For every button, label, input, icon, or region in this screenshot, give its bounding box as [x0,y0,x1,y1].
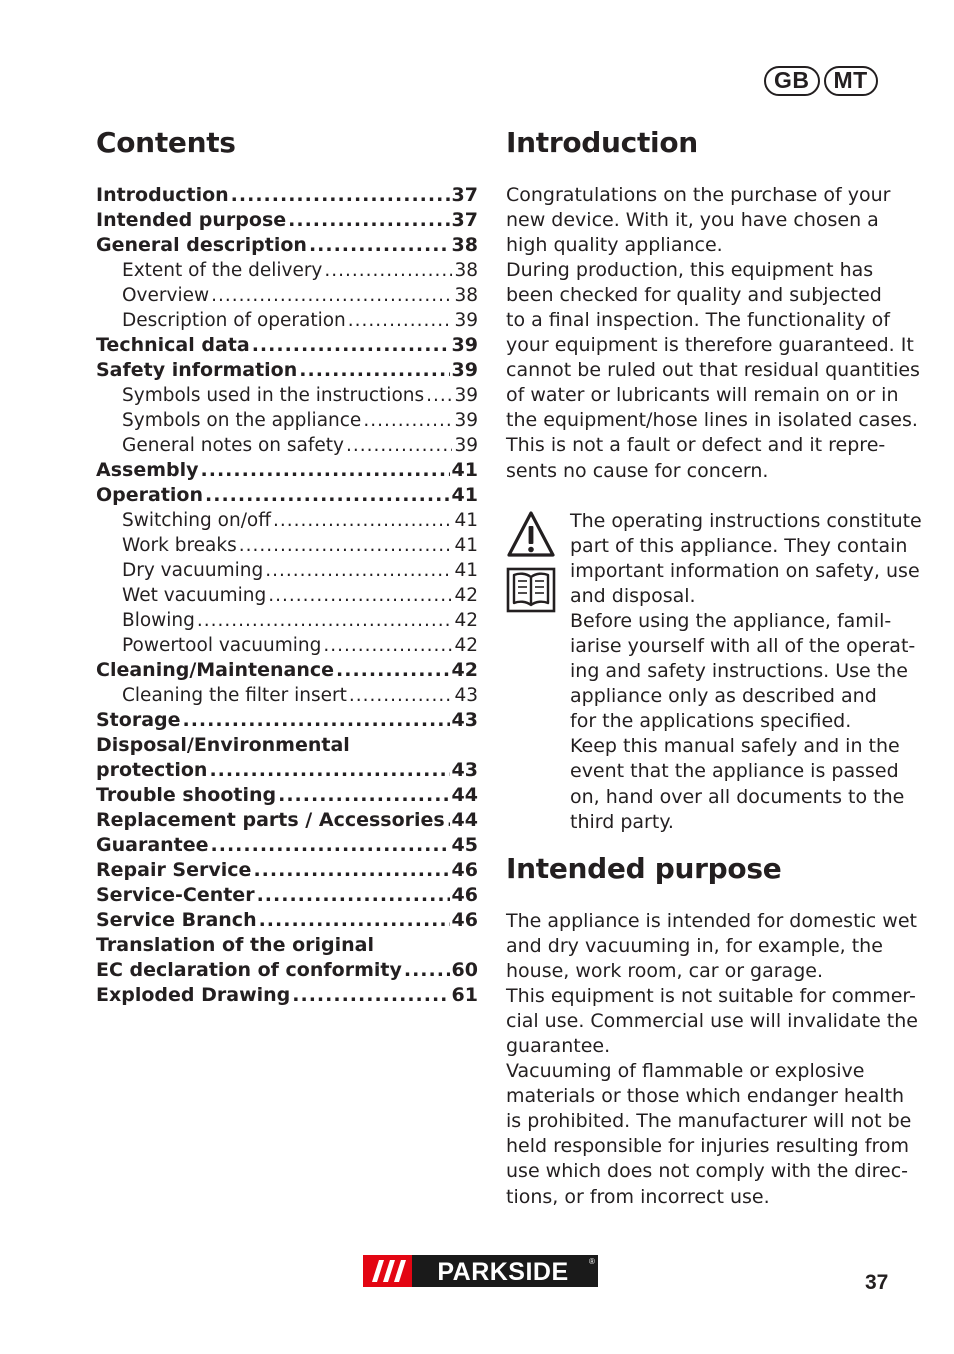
toc-entry-label: Blowing [122,610,195,631]
introduction-line: Congratulations on the purchase of your [506,184,891,206]
introduction-line: new device. With it, you have chosen a [506,209,879,232]
toc-entry-page: 41 [454,560,478,581]
introduction-heading: Introduction [506,126,698,159]
introduction-line: This is not a fault or defect and it repre- [506,434,886,457]
notice-line: Before using the appliance, famil- [570,610,892,633]
toc-entry-page: 44 [451,809,478,831]
language-badges [764,66,878,96]
toc-leader-dots [348,308,453,333]
toc-entry-label: General notes on safety [122,435,344,456]
intended-purpose-line: The appliance is intended for domestic wet [506,910,917,932]
toc-entry-label: Symbols used in the instructions [122,385,425,406]
toc-entry-label: Replacement parts / Accessories [96,809,445,831]
toc-entry [96,233,478,258]
toc-entry [96,358,478,383]
toc-entry [96,633,478,658]
introduction-line: sents no cause for concern. [506,459,769,482]
toc-entry-label: Cleaning the filter insert [122,685,347,706]
toc-entry [96,908,478,933]
intended-purpose-line: guarantee. [506,1035,611,1058]
toc-entry-label: General description [96,234,307,256]
toc-entry-page: 39 [451,334,478,356]
introduction-text [506,183,920,484]
toc-entry-page: 38 [454,285,478,306]
toc-entry [96,883,478,908]
toc-entry-label: protection [96,759,208,781]
introduction-line: to a final inspection. The functionality of [506,309,890,332]
toc-entry [96,258,478,283]
introduction-line: of water or lubricants will remain on or in [506,384,899,407]
intended-purpose-line: cial use. Commercial use will invalidate the [506,1010,918,1033]
toc-leader-dots [231,183,450,208]
toc-entry-label: Exploded Drawing [96,984,291,1006]
table-of-contents [96,183,478,1008]
notice-icons [506,510,556,617]
language-badge-gb: GB [764,66,820,96]
toc-entry-label: Intended purpose [96,209,287,231]
intended-purpose-line: house, work room, car or garage. [506,960,823,983]
toc-leader-dots [211,833,450,858]
toc-entry-page: 61 [451,984,478,1006]
toc-entry-label: Work breaks [122,535,237,556]
toc-leader-dots [309,233,450,258]
toc-entry-page: 44 [451,784,478,806]
toc-leader-dots [278,783,449,808]
toc-entry-label: Technical data [96,334,250,356]
toc-leader-dots [426,383,452,408]
toc-leader-dots [324,258,452,283]
toc-leader-dots [253,858,449,883]
toc-leader-dots [201,458,450,483]
toc-entry [96,308,478,333]
intended-purpose-line: Vacuuming of flammable or explosive [506,1060,865,1083]
notice-line: ing and safety instructions. Use the [570,660,908,683]
intended-purpose-line: and dry vacuuming in, for example, the [506,935,883,958]
toc-leader-dots [197,608,453,633]
toc-leader-dots [205,483,450,508]
toc-entry-page: 37 [451,184,478,206]
notice-line: important information on safety, use [570,560,920,583]
toc-entry [96,458,478,483]
toc-leader-dots [292,983,449,1008]
toc-entry-label: Disposal/Environmental [96,734,350,756]
notice-line: and disposal. [570,585,696,608]
toc-entry [96,333,478,358]
toc-leader-dots [265,558,452,583]
toc-entry [96,858,478,883]
toc-leader-dots [268,583,452,608]
toc-entry-page: 39 [454,435,478,456]
toc-entry-page: 42 [454,585,478,606]
toc-entry-label: Overview [122,285,210,306]
notice-line: third party. [570,810,674,833]
intended-purpose-line: is prohibited. The manufacturer will not be [506,1110,912,1133]
intended-purpose-line: materials or those which endanger health [506,1085,905,1108]
notice-line: appliance only as described and [570,685,877,708]
introduction-line: the equipment/hose lines in isolated cases. [506,409,918,432]
introduction-line: been checked for quality and subjected [506,284,882,307]
toc-entry-page: 43 [454,685,478,706]
toc-leader-dots [183,708,450,733]
toc-entry-page: 41 [454,535,478,556]
toc-entry-label: Translation of the original [96,934,374,956]
toc-entry-page: 39 [454,385,478,406]
toc-leader-dots [273,508,452,533]
toc-leader-dots [404,958,450,983]
introduction-line: During production, this equipment has [506,259,874,282]
toc-leader-dots [259,908,450,933]
toc-entry-label: Storage [96,709,181,731]
toc-entry-label: Description of operation [122,310,346,331]
toc-leader-dots [336,658,450,683]
toc-entry-page: 38 [451,234,478,256]
registered-mark: ® [589,1257,595,1266]
toc-entry-label: Cleaning/Maintenance [96,659,335,681]
notice-text [570,509,922,835]
toc-entry [96,483,478,508]
toc-leader-dots [346,433,452,458]
toc-entry-page: 46 [451,859,478,881]
intended-purpose-line: use which does not comply with the direc- [506,1160,909,1183]
toc-entry [96,958,478,983]
toc-entry [96,833,478,858]
toc-entry [96,408,478,433]
toc-entry-page: 41 [451,484,478,506]
toc-leader-dots [349,683,453,708]
toc-entry-page: 39 [451,359,478,381]
toc-entry-page: 46 [451,909,478,931]
contents-heading: Contents [96,126,236,159]
toc-entry [96,683,478,708]
notice-line: Keep this manual safely and in the [570,735,900,758]
toc-entry [96,658,478,683]
toc-entry-page: 41 [454,510,478,531]
toc-leader-dots [288,208,449,233]
toc-leader-dots [257,883,450,908]
notice-line: The operating instructions constitute [570,510,922,532]
toc-entry-label: Guarantee [96,834,209,856]
toc-entry [96,808,478,833]
toc-entry [96,758,478,783]
toc-leader-dots [239,533,453,558]
toc-leader-dots [252,333,450,358]
toc-entry [96,708,478,733]
toc-entry [96,183,478,208]
toc-entry-page: 60 [451,959,478,981]
toc-entry [96,608,478,633]
toc-leader-dots [299,358,449,383]
parkside-logo [363,1255,598,1287]
toc-entry-page: 43 [451,759,478,781]
toc-entry [96,783,478,808]
introduction-line: high quality appliance. [506,234,723,257]
toc-entry [96,733,478,758]
toc-entry [96,583,478,608]
toc-entry-page: 42 [454,635,478,656]
toc-entry-label: Trouble shooting [96,784,277,806]
toc-entry-label: Symbols on the appliance [122,410,362,431]
toc-leader-dots [323,633,452,658]
read-manual-book-icon [506,567,556,613]
toc-entry [96,508,478,533]
page-number: 37 [865,1271,889,1294]
notice-line: for the applications specified. [570,710,852,733]
toc-entry-label: Service Branch [96,909,257,931]
toc-leader-dots [447,808,450,833]
toc-entry-label: Repair Service [96,859,252,881]
toc-entry-page: 45 [451,834,478,856]
intended-purpose-heading: Intended purpose [506,852,782,885]
toc-entry-page: 38 [454,260,478,281]
warning-triangle-icon [506,510,556,560]
toc-entry-label: Wet vacuuming [122,585,267,606]
toc-entry [96,208,478,233]
toc-entry-page: 39 [454,410,478,431]
notice-line: event that the appliance is passed [570,760,899,783]
toc-entry [96,283,478,308]
intended-purpose-line: held responsible for injuries resulting from [506,1135,909,1158]
toc-entry-label: EC declaration of conformity [96,959,402,981]
brand-name: PARKSIDE [437,1258,569,1286]
notice-line: iarise yourself with all of the operat- [570,635,916,658]
toc-entry-label: Assembly [96,459,199,481]
toc-entry-label: Service-Center [96,884,255,906]
intended-purpose-text [506,909,918,1210]
introduction-line: your equipment is therefore guaranteed. It [506,334,914,357]
toc-entry-page: 41 [451,459,478,481]
notice-line: part of this appliance. They contain [570,535,908,558]
toc-leader-dots [209,758,449,783]
intended-purpose-line: This equipment is not suitable for commer- [506,985,916,1008]
toc-entry [96,933,478,958]
toc-entry-label: Powertool vacuuming [122,635,322,656]
toc-entry-label: Switching on/off [122,510,271,531]
toc-entry [96,383,478,408]
toc-entry-page: 37 [451,209,478,231]
toc-entry [96,433,478,458]
toc-entry [96,558,478,583]
toc-leader-dots [363,408,452,433]
toc-entry-label: Dry vacuuming [122,560,264,581]
notice-line: on, hand over all documents to the [570,785,905,808]
intended-purpose-line: tions, or from incorrect use. [506,1185,770,1208]
toc-entry [96,983,478,1008]
toc-entry-page: 46 [451,884,478,906]
toc-entry-label: Operation [96,484,204,506]
toc-entry-label: Safety information [96,359,298,381]
toc-entry-page: 39 [454,310,478,331]
introduction-line: cannot be ruled out that residual quantities [506,359,920,382]
toc-entry [96,533,478,558]
toc-entry-page: 42 [454,610,478,631]
language-badge-mt: MT [824,66,878,96]
toc-leader-dots [211,283,452,308]
toc-entry-label: Introduction [96,184,229,206]
toc-entry-label: Extent of the delivery [122,260,323,281]
toc-entry-page: 42 [451,659,478,681]
toc-entry-page: 43 [451,709,478,731]
